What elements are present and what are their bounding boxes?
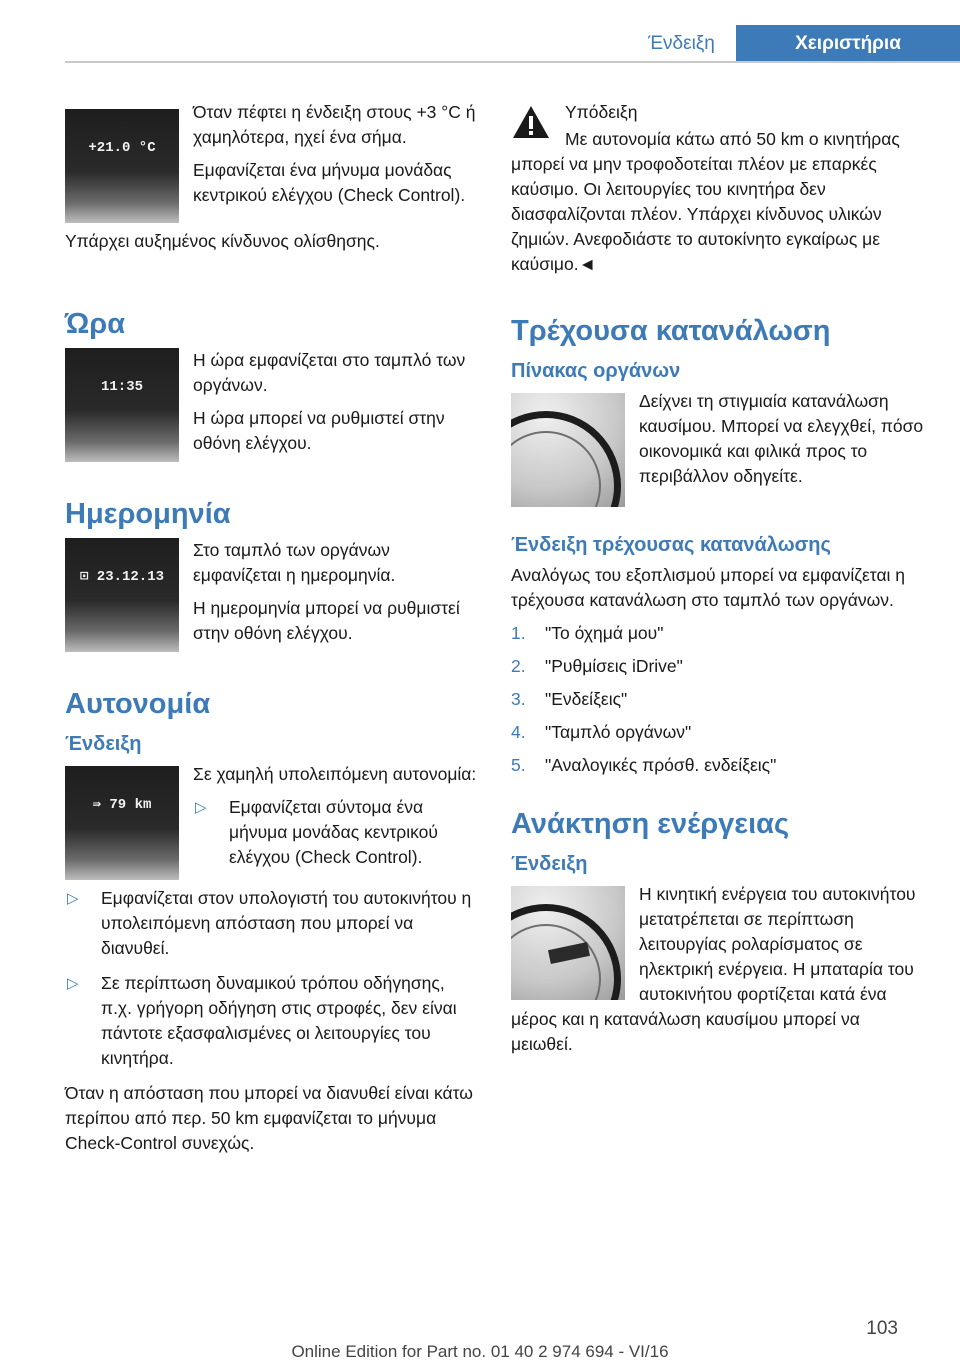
list-item: 5. "Αναλογικές πρόσθ. ενδείξεις" [511,755,777,775]
range-inset-list [193,795,477,880]
header-chapter-tab: Χειριστήρια [736,25,960,63]
right-column [511,100,925,1065]
recovery-heading: Ανάκτηση ενέργειας [511,808,790,840]
instrument-gauge-image [511,393,625,507]
date-block [65,538,477,658]
list-item: ▷ Σε περίπτωση δυναμικού τρόπου οδήγησης, π.χ. γρήγορη οδήγηση στις στροφές, δεν είναι πάντοτε εξασφαλισμένες οι λειτουργίες του κινητήρα. [67,973,457,1068]
consumption-text-2: Αναλόγως του εξοπλισμού μπορεί να εμφανίζεται η τρέχουσα κατανάλωση στο ταμπλό των οργάνων. [511,565,906,610]
time-display-image [65,348,179,462]
list-item: ▷ Εμφανίζεται στον υπολογιστή του αυτοκινήτου η υπολειπόμενη απόσταση που μπορεί να διανυθεί. [67,888,472,958]
list-item: 4. "Ταμπλό οργάνων" [511,722,692,742]
list-item: 1. "Το όχημά μου" [511,623,664,643]
temperature-display-image [65,109,179,223]
recovery-block [511,882,925,1057]
consumption-text-1: Δείχνει τη στιγμιαία κατανάλωση καυσίμου. Μπορεί να ελεγχθεί, πόσο οικονομικά και φιλικά προς το περιβάλλον οδηγείτε. [639,391,924,486]
recovery-subheading: Ένδειξη [511,853,588,875]
range-subheading: Ένδειξη [65,733,142,755]
steps-list [511,621,925,778]
date-readout: ⊡ 23.12.13 [79,569,165,585]
range-text-2: Όταν η απόσταση που μπορεί να διανυθεί είναι κάτω περίπου από περ. 50 km εμφανίζεται το μήνυμα Check-Control συνεχώς. [65,1083,473,1153]
triangle-bullet-icon: ▷ [67,890,79,907]
note-text: Με αυτονομία κάτω από 50 km ο κινητήρας μπορεί να μην τροφοδοτείται πλέον με επαρκές καύσιμο. Οι λειτουργίες του κινητήρα δεν διασφαλίζονται πλέον. Υπάρχει κίνδυνος υλικών ζημιών. Ανεφοδιάστε το αυτοκίνητο εγκαίρως με καύσιμο.◄ [511,129,900,274]
time-text-1: Η ώρα εμφανίζεται στο ταμπλό των οργάνων. [193,350,466,395]
range-readout: ⇛ 79 km [92,797,152,813]
time-heading: Ώρα [65,308,126,340]
edition-footer: Online Edition for Part no. 01 40 2 974 694 - VI/16 [291,1342,669,1361]
consumption-subheading-2: Ένδειξη τρέχουσας κατανάλωσης [511,534,831,556]
temperature-block [65,100,477,254]
consumption-subheading-1: Πίνακας οργάνων [511,360,681,382]
left-column [65,100,477,1164]
consumption-heading: Τρέχουσα κατανάλωση [511,315,831,347]
warning-icon [511,104,551,140]
page-number: 103 [866,1318,898,1339]
list-item: 2. "Ρυθμίσεις iDrive" [511,656,683,676]
date-text-2: Η ημερομηνία μπορεί να ρυθμιστεί στην οθόνη ελέγχου. [193,598,460,643]
date-heading: Ημερομηνία [65,498,231,530]
header-section-tab: Ένδειξη [648,33,715,54]
temperature-text-2: Εμφανίζεται ένα μήνυμα μονάδας κεντρικού ελέγχου (Check Control). [193,160,466,205]
list-item: ▷ Εμφανίζεται σύντομα ένα μήνυμα μονάδας κεντρικού ελέγχου (Check Control). [195,797,438,867]
time-text-2: Η ώρα μπορεί να ρυθμιστεί στην οθόνη ελέγχου. [193,408,445,453]
triangle-bullet-icon: ▷ [195,799,207,816]
note-title: Υπόδειξη [565,102,638,122]
range-text-1: Σε χαμηλή υπολειπόμενη αυτονομία: [193,764,477,784]
temperature-readout: +21.0 °C [88,140,156,156]
note-block [511,100,925,277]
time-block [65,348,477,468]
recovery-text: Η κινητική ενέργεια του αυτοκινήτου μετατρέπεται σε περίπτωση λειτουργίας ρολαρίσματος σε ηλεκτρική ενέργεια. Η μπαταρία του αυτοκινήτου φορτίζεται κατά ένα μέρος και η κατανάλωση καυσίμου μπορεί να μειωθεί. [511,884,916,1054]
range-heading: Αυτονομία [65,688,211,720]
recovery-gauge-image [511,886,625,1000]
temperature-text-3: Υπάρχει αυξημένος κίνδυνος ολίσθησης. [65,231,380,251]
time-readout: 11:35 [100,379,143,395]
list-item: 3. "Ενδείξεις" [511,689,628,709]
range-display-image [65,766,179,880]
header-rule [65,61,960,63]
consumption-block [511,389,925,513]
date-display-image [65,538,179,652]
temperature-text-1: Όταν πέφτει η ένδειξη στους +3 °C ή χαμηλότερα, ηχεί ένα σήμα. [193,102,476,147]
date-text-1: Στο ταμπλό των οργάνων εμφανίζεται η ημερομηνία. [193,540,396,585]
triangle-bullet-icon: ▷ [67,975,79,992]
range-block [65,762,477,1156]
